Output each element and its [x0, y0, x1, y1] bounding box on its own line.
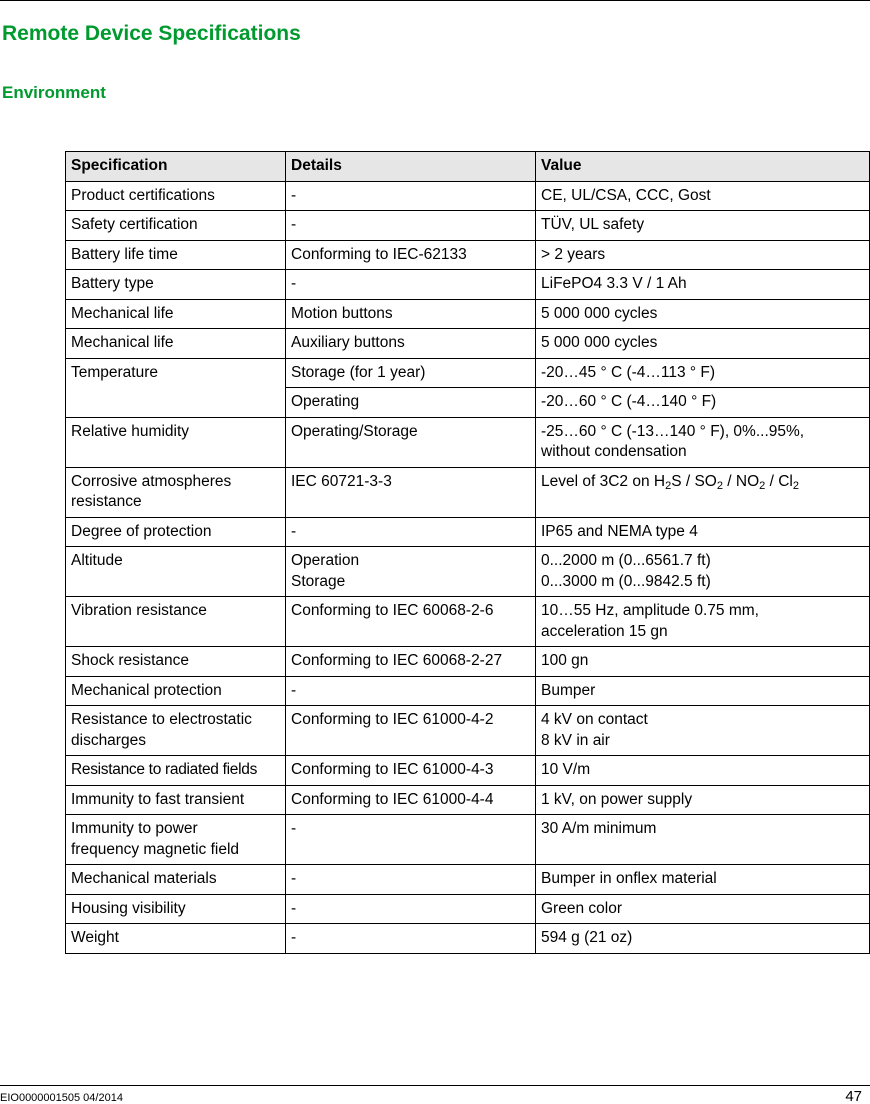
- details-text: -: [291, 929, 297, 946]
- value-cell: [536, 358, 870, 388]
- footer-rule: [0, 1085, 870, 1086]
- table-row: [66, 647, 870, 677]
- value-text: [541, 472, 864, 493]
- value-fragment: / Cl: [765, 472, 793, 490]
- spec-cell: [66, 865, 286, 895]
- spec-cell: [66, 270, 286, 300]
- value-fragment: / NO: [722, 472, 760, 490]
- spec-cell: [66, 299, 286, 329]
- spec-cell: [66, 329, 286, 359]
- spec-text: Relative humidity: [71, 422, 190, 440]
- details-cell: [286, 706, 536, 756]
- spec-text: Immunity to fast transient: [71, 790, 245, 808]
- spec-cell: [66, 181, 286, 211]
- spec-text: Vibration resistance: [71, 602, 207, 619]
- value-cell: [536, 417, 870, 467]
- spec-text: Battery type: [71, 275, 154, 292]
- details-text: Conforming to IEC 61000-4-2: [291, 711, 494, 728]
- value-text: 4 kV on contact: [541, 711, 648, 728]
- details-cell: [286, 865, 536, 895]
- table-row: [66, 517, 870, 547]
- value-text: Bumper: [541, 681, 596, 699]
- section-title: Environment: [2, 83, 106, 102]
- value-text: 8 kV in air: [541, 731, 610, 749]
- page-title: Remote Device Specifications: [2, 22, 301, 45]
- column-header-details: Details: [286, 152, 536, 182]
- details-cell: [286, 270, 536, 300]
- table-row: [66, 358, 870, 388]
- details-cell: [286, 815, 536, 865]
- value-cell: [536, 676, 870, 706]
- spec-text: Resistance to electrostatic: [71, 711, 252, 728]
- details-cell: [286, 547, 536, 597]
- value-cell: [536, 547, 870, 597]
- details-text: -: [291, 870, 297, 887]
- details-text: -: [291, 186, 297, 204]
- spec-cell: [66, 756, 286, 786]
- column-header-specification: Specification: [66, 152, 286, 182]
- value-text: 0...3000 m (0...9842.5 ft): [541, 572, 711, 590]
- subscript: 2: [716, 479, 723, 492]
- table-row: [66, 547, 870, 597]
- value-text: -20…60 ° C (-4…140 ° F): [541, 393, 717, 410]
- details-text: Conforming to IEC-62133: [291, 245, 467, 263]
- value-fragment: S / SO: [671, 472, 717, 490]
- value-cell: [536, 756, 870, 786]
- details-text: -: [291, 216, 297, 233]
- footer-page-number: 47: [845, 1088, 862, 1104]
- spec-cell: [66, 894, 286, 924]
- details-cell: [286, 181, 536, 211]
- value-cell: [536, 647, 870, 677]
- spec-text: Mechanical life: [71, 304, 174, 322]
- value-cell: [536, 924, 870, 954]
- value-text: Green color: [541, 899, 622, 917]
- value-cell: [536, 467, 870, 517]
- details-text: Storage: [291, 572, 346, 590]
- spec-text: Mechanical protection: [71, 681, 222, 699]
- table-row: [66, 676, 870, 706]
- value-text: -20…45 ° C (-4…113 ° F): [541, 363, 716, 381]
- spec-cell: [66, 358, 286, 417]
- spec-cell: [66, 517, 286, 547]
- spec-text: Weight: [71, 929, 119, 946]
- value-cell: [536, 597, 870, 647]
- table-row: [66, 240, 870, 270]
- value-text: 5 000 000 cycles: [541, 304, 658, 322]
- details-cell: [286, 785, 536, 815]
- details-text: Conforming to IEC 60068-2-6: [291, 602, 494, 619]
- spec-cell: [66, 240, 286, 270]
- details-cell: [286, 329, 536, 359]
- column-header-value: Value: [536, 152, 870, 182]
- value-text: 10 V/m: [541, 761, 591, 778]
- value-text: acceleration 15 gn: [541, 622, 668, 640]
- value-cell: [536, 240, 870, 270]
- top-rule: [0, 0, 870, 1]
- spec-text: Temperature: [71, 363, 159, 381]
- table-header-row: [66, 152, 870, 182]
- subscript: 2: [759, 479, 766, 492]
- details-text: IEC 60721-3-3: [291, 472, 392, 490]
- details-cell: [286, 894, 536, 924]
- details-text: -: [291, 899, 297, 917]
- value-cell: [536, 388, 870, 418]
- table-row: [66, 815, 870, 865]
- table-row: [66, 756, 870, 786]
- spec-cell: [66, 815, 286, 865]
- details-text: Operating/Storage: [291, 422, 418, 440]
- details-text: Motion buttons: [291, 304, 393, 322]
- details-cell: [286, 647, 536, 677]
- details-text: Auxiliary buttons: [291, 334, 405, 351]
- value-cell: [536, 299, 870, 329]
- details-cell: [286, 676, 536, 706]
- details-text: -: [291, 275, 297, 292]
- table-row: [66, 299, 870, 329]
- details-cell: [286, 467, 536, 517]
- value-text: 0...2000 m (0...6561.7 ft): [541, 552, 711, 569]
- spec-cell: [66, 597, 286, 647]
- table-row: [66, 894, 870, 924]
- details-text: Operation: [291, 552, 360, 569]
- spec-text: resistance: [71, 493, 142, 510]
- value-text: 30 A/m minimum: [541, 820, 657, 837]
- value-cell: [536, 270, 870, 300]
- spec-text: Safety certification: [71, 216, 198, 233]
- value-text: -25…60 ° C (-13…140 ° F), 0%...95%,: [541, 422, 805, 440]
- subscript: 2: [792, 479, 799, 492]
- table-row: [66, 924, 870, 954]
- value-cell: [536, 211, 870, 241]
- details-text: Conforming to IEC 60068-2-27: [291, 652, 503, 669]
- value-text: 5 000 000 cycles: [541, 334, 658, 351]
- value-cell: [536, 785, 870, 815]
- details-cell: [286, 756, 536, 786]
- spec-text: Mechanical materials: [71, 870, 217, 887]
- details-cell: [286, 924, 536, 954]
- spec-text: Degree of protection: [71, 522, 212, 540]
- value-text: 1 kV, on power supply: [541, 790, 693, 808]
- spec-cell: [66, 785, 286, 815]
- spec-text: Altitude: [71, 552, 123, 569]
- details-cell: [286, 517, 536, 547]
- spec-cell: [66, 706, 286, 756]
- details-cell: [286, 299, 536, 329]
- value-cell: [536, 517, 870, 547]
- details-cell: [286, 597, 536, 647]
- value-cell: [536, 894, 870, 924]
- spec-cell: [66, 924, 286, 954]
- value-cell: [536, 181, 870, 211]
- details-text: -: [291, 681, 297, 699]
- value-text: > 2 years: [541, 245, 606, 263]
- value-cell: [536, 329, 870, 359]
- details-text: -: [291, 522, 297, 540]
- value-text: 10…55 Hz, amplitude 0.75 mm,: [541, 602, 759, 619]
- spec-text: Corrosive atmospheres: [71, 472, 232, 490]
- value-fragment: Level of 3C2 on H: [541, 472, 666, 490]
- details-text: Conforming to IEC 61000-4-4: [291, 790, 494, 808]
- table-row: [66, 417, 870, 467]
- spec-text: frequency magnetic field: [71, 840, 240, 858]
- table-row: [66, 270, 870, 300]
- table-row: [66, 706, 870, 756]
- spec-cell: [66, 467, 286, 517]
- table-row: [66, 865, 870, 895]
- table-row: [66, 329, 870, 359]
- spec-text: Housing visibility: [71, 899, 186, 917]
- footer-document-reference: EIO0000001505 04/2014: [0, 1092, 123, 1104]
- value-text: TÜV, UL safety: [541, 216, 645, 233]
- details-text: -: [291, 820, 297, 837]
- details-text: Conforming to IEC 61000-4-3: [291, 761, 494, 778]
- details-cell: [286, 388, 536, 418]
- spec-text: Immunity to power: [71, 820, 198, 837]
- value-text: IP65 and NEMA type 4: [541, 522, 698, 540]
- table-row: [66, 785, 870, 815]
- details-cell: [286, 211, 536, 241]
- spec-text: discharges: [71, 731, 146, 749]
- details-text: Operating: [291, 393, 360, 410]
- table-row: [66, 467, 870, 517]
- details-cell: [286, 417, 536, 467]
- spec-text: Battery life time: [71, 245, 178, 263]
- details-cell: [286, 358, 536, 388]
- value-cell: [536, 706, 870, 756]
- spec-cell: [66, 211, 286, 241]
- value-text: CE, UL/CSA, CCC, Gost: [541, 186, 711, 204]
- specifications-table: [65, 151, 870, 954]
- value-text: 594 g (21 oz): [541, 929, 633, 946]
- value-cell: [536, 815, 870, 865]
- details-cell: [286, 240, 536, 270]
- details-text: Storage (for 1 year): [291, 363, 426, 381]
- value-text: LiFePO4 3.3 V / 1 Ah: [541, 275, 687, 292]
- subscript: 2: [665, 479, 672, 492]
- spec-cell: [66, 647, 286, 677]
- value-text: Bumper in onflex material: [541, 870, 717, 887]
- value-text: without condensation: [541, 443, 687, 460]
- value-text: 100 gn: [541, 652, 589, 669]
- spec-text: Mechanical life: [71, 334, 174, 351]
- table-row: [66, 597, 870, 647]
- spec-cell: [66, 417, 286, 467]
- spec-text: Resistance to radiated fields: [71, 761, 258, 778]
- table-row: [66, 211, 870, 241]
- value-cell: [536, 865, 870, 895]
- table-row: [66, 181, 870, 211]
- spec-text: Shock resistance: [71, 652, 190, 669]
- spec-cell: [66, 676, 286, 706]
- spec-text: Product certifications: [71, 186, 215, 204]
- spec-cell: [66, 547, 286, 597]
